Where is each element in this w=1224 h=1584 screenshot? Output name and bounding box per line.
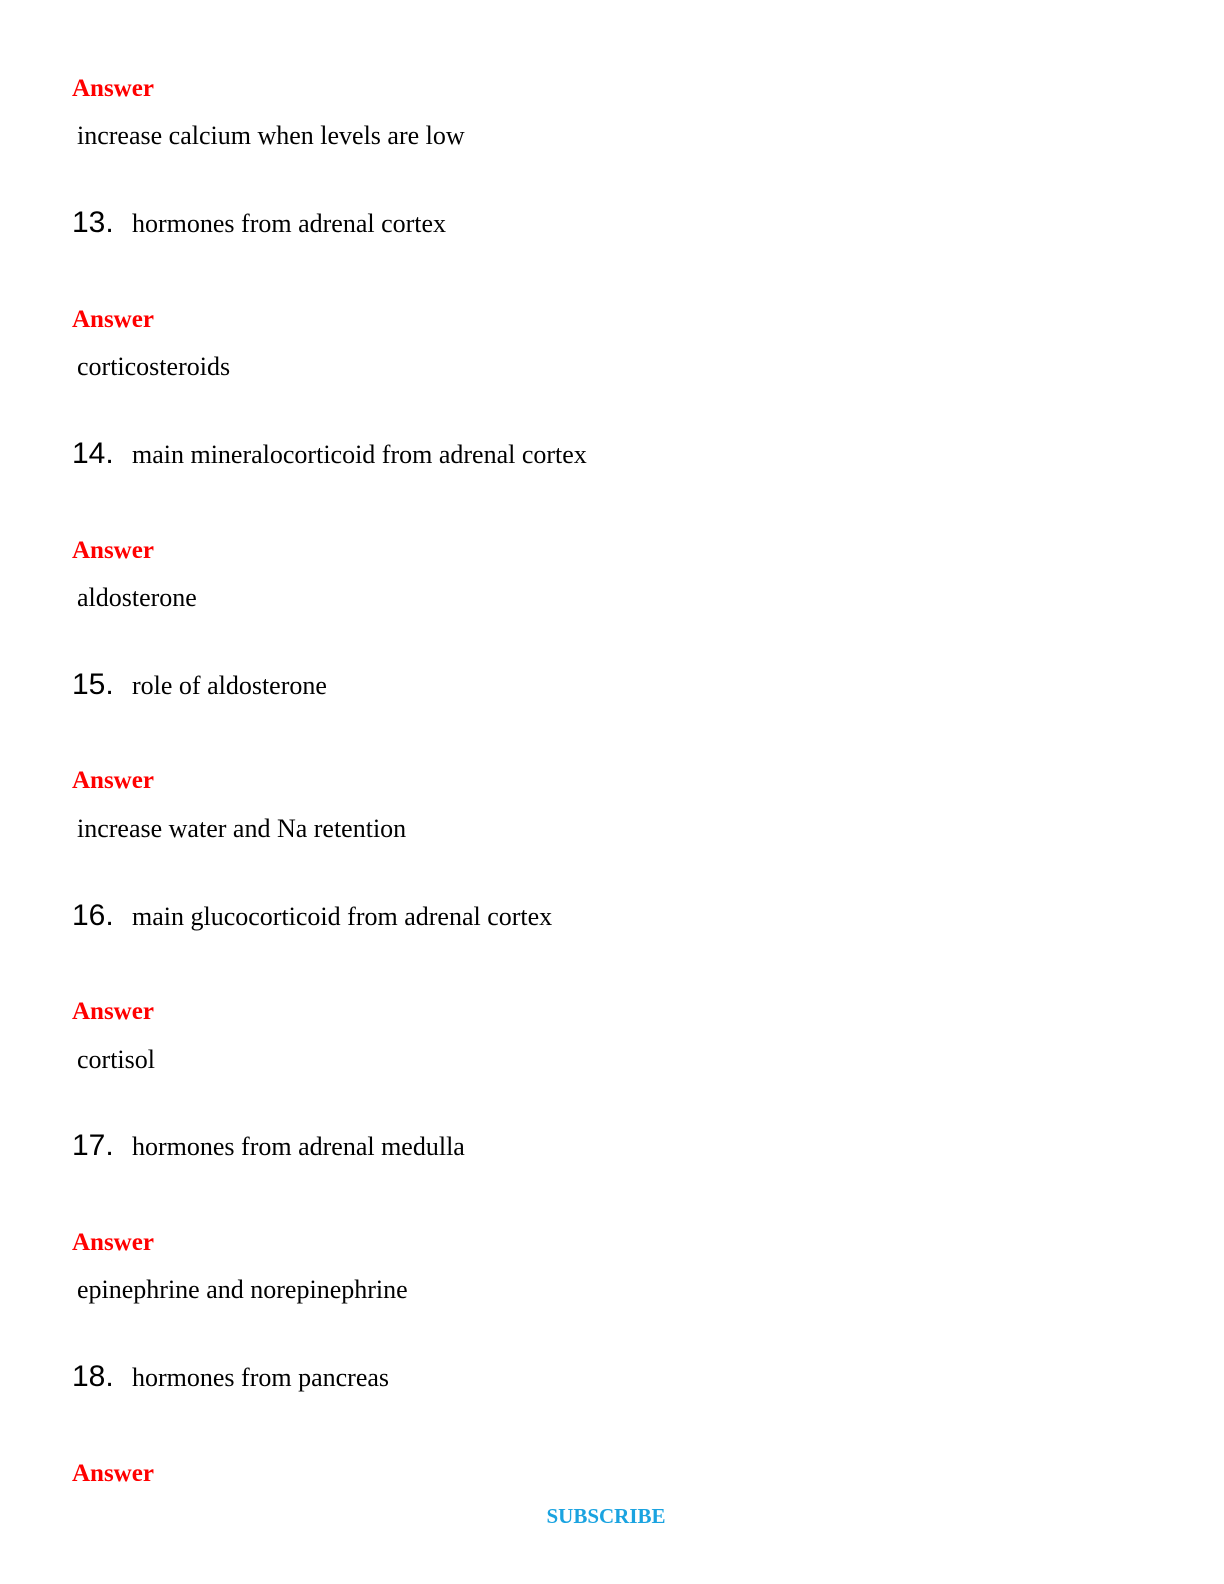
answer-label: Answer	[72, 767, 154, 794]
question-16	[72, 901, 552, 931]
question-text: hormones from adrenal medulla	[132, 1132, 465, 1161]
answer-text: corticosteroids	[77, 352, 231, 381]
question-number: 14.	[72, 437, 114, 470]
question-text: main glucocorticoid from adrenal cortex	[132, 902, 553, 931]
answer-label: Answer	[72, 1229, 154, 1256]
answer-text: cortisol	[77, 1045, 155, 1074]
question-text: hormones from adrenal cortex	[132, 209, 447, 238]
question-number: 13.	[72, 206, 114, 239]
question-number: 16.	[72, 899, 114, 932]
question-17	[72, 1131, 465, 1161]
answer-label: Answer	[72, 537, 154, 564]
answer-label: Answer	[72, 75, 154, 102]
answer-text: epinephrine and norepinephrine	[77, 1275, 408, 1304]
subscribe-link[interactable]: SUBSCRIBE	[546, 1504, 666, 1528]
answer-label: Answer	[72, 1460, 154, 1487]
question-18	[72, 1362, 389, 1392]
answer-label: Answer	[72, 306, 154, 333]
answer-text: increase calcium when levels are low	[77, 121, 465, 150]
question-13	[72, 208, 446, 238]
answer-text: increase water and Na retention	[77, 814, 407, 843]
question-number: 15.	[72, 668, 114, 701]
question-14	[72, 439, 587, 469]
question-15	[72, 670, 327, 700]
question-text: main mineralocorticoid from adrenal cortex	[132, 440, 587, 469]
question-text: hormones from pancreas	[132, 1363, 390, 1392]
answer-text: aldosterone	[77, 583, 197, 612]
question-number: 17.	[72, 1129, 114, 1162]
question-text: role of aldosterone	[132, 671, 327, 700]
answer-label: Answer	[72, 998, 154, 1025]
question-number: 18.	[72, 1360, 114, 1393]
